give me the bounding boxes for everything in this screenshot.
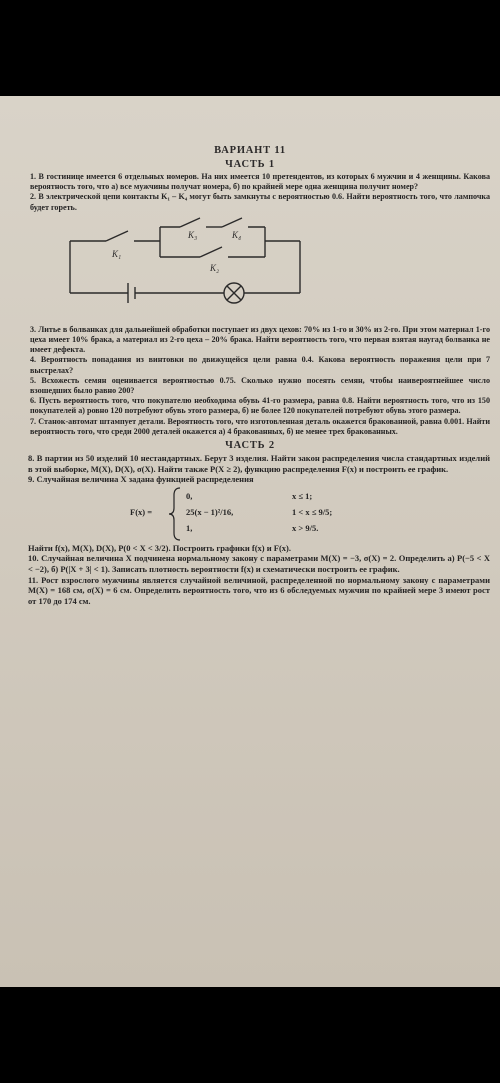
problem-3: 3. Литье в болванках для дальнейшей обработки поступает из двух цехов: 70% из 1-го и 30% из 2-го. При этом материал 1-го цеха имеет 10% брака, а материал из 2-го цеха – 20% брака. Найти вероятность того, что первая взятая наугад болванка не имеет дефекта. bbox=[30, 324, 490, 355]
distribution-formula bbox=[0, 485, 500, 543]
switch-k1 bbox=[106, 231, 128, 241]
label-k4: K₄ bbox=[232, 229, 242, 240]
paper-content bbox=[0, 144, 500, 606]
problem-7: 7. Станок-автомат штампует детали. Вероятность того, что изготовленная деталь окажется бракованной, равна 0.001. Найти вероятность того, что среди 2000 деталей окажется а) 4 бракованных, б) не менее трех бракованных. bbox=[30, 416, 490, 436]
problem-9-tasks: Найти f(x), M(X), D(X), P(0 < X < 3/2). Построить графики f(x) и F(x). bbox=[28, 542, 291, 553]
problem-9: 9. Случайная величина X задана функцией распределения bbox=[28, 474, 254, 485]
formula-lhs: F(x) = bbox=[130, 506, 153, 517]
circuit-svg bbox=[0, 213, 500, 325]
problem-5: 5. Всхожесть семян оценивается вероятностью 0.75. Сколько нужно посеять семян, чтобы наивероятнейшее число взошедших было равно 200? bbox=[30, 375, 490, 396]
case-1-expr: 0, bbox=[186, 490, 193, 501]
case-3-cond: x > 9/5. bbox=[292, 522, 319, 533]
label-k1: K₁ bbox=[112, 248, 122, 259]
case-1-cond: x ≤ 1; bbox=[292, 490, 313, 501]
label-k3: K₃ bbox=[188, 229, 198, 240]
problem-6: 6. Пусть вероятность того, что покупателю необходима обувь 41-го размера, равна 0.8. Найти вероятность того, что из 150 покупателей а) ровно 120 потребуют обувь этого размера, б) не более 120 покупателей потребуют обувь этого размера. bbox=[30, 396, 490, 416]
problem-2: 2. В электрической цепи контакты K₁ – K₄ могут быть замкнуты с вероятностью 0.6. Найти вероятность того, что лампочка будет гореть. bbox=[30, 192, 490, 212]
paper-sheet bbox=[0, 96, 500, 987]
part2-title: ЧАСТЬ 2 bbox=[225, 440, 275, 452]
problem-8: 8. В партии из 50 изделий 10 нестандартных. Берут 3 изделия. Найти закон распределения числа стандартных изделий в этой выборке, M(X), D(X), σ(X). Найти также P(X ≥ 2), функцию распределения F(x) и построить ее график. bbox=[28, 453, 490, 474]
case-2-expr: 25(x − 1)²/16, bbox=[186, 506, 234, 517]
case-3-expr: 1, bbox=[186, 522, 193, 533]
problem-4: 4. Вероятность попадания из винтовки по движущейся цели равна 0.4. Какова вероятность поражения цели при 7 выстрелах? bbox=[30, 355, 490, 375]
problem-1: 1. В гостинице имеется 6 отдельных номеров. На них имеется 10 претендентов, из которых 6 мужчин и 4 женщины. Какова вероятность того, что а) все мужчины получат номера, б) по крайней мере одна женщина получит номер? bbox=[30, 172, 490, 192]
part1-title: ЧАСТЬ 1 bbox=[225, 159, 275, 170]
label-k2: K₂ bbox=[210, 262, 220, 273]
circuit-diagram bbox=[0, 213, 500, 325]
problem-11: 11. Рост взрослого мужчины является случайной величиной, распределенной по нормальному закону с параметрами M(X) = 168 см, σ(X) = 6 см. Определить вероятность того, что из 6 обследуемых мужчин по крайней мере 3 имеют рост от 170 до 174 см. bbox=[28, 574, 490, 606]
switch-k2 bbox=[200, 247, 222, 257]
problem-10: 10. Случайная величина X подчинена нормальному закону с параметрами M(X) = −3, σ(X) = 2. Определить а) P(−5 < X < −2), б) P(|X + 3| < 1). Записать плотность вероятности f(x) и схематически построить ее график. bbox=[28, 553, 490, 575]
case-2-cond: 1 < x ≤ 9/5; bbox=[292, 506, 333, 517]
switch-k4 bbox=[222, 218, 242, 227]
variant-title: ВАРИАНТ 11 bbox=[214, 145, 286, 156]
formula-brace bbox=[168, 487, 182, 541]
switch-k3 bbox=[180, 218, 200, 227]
